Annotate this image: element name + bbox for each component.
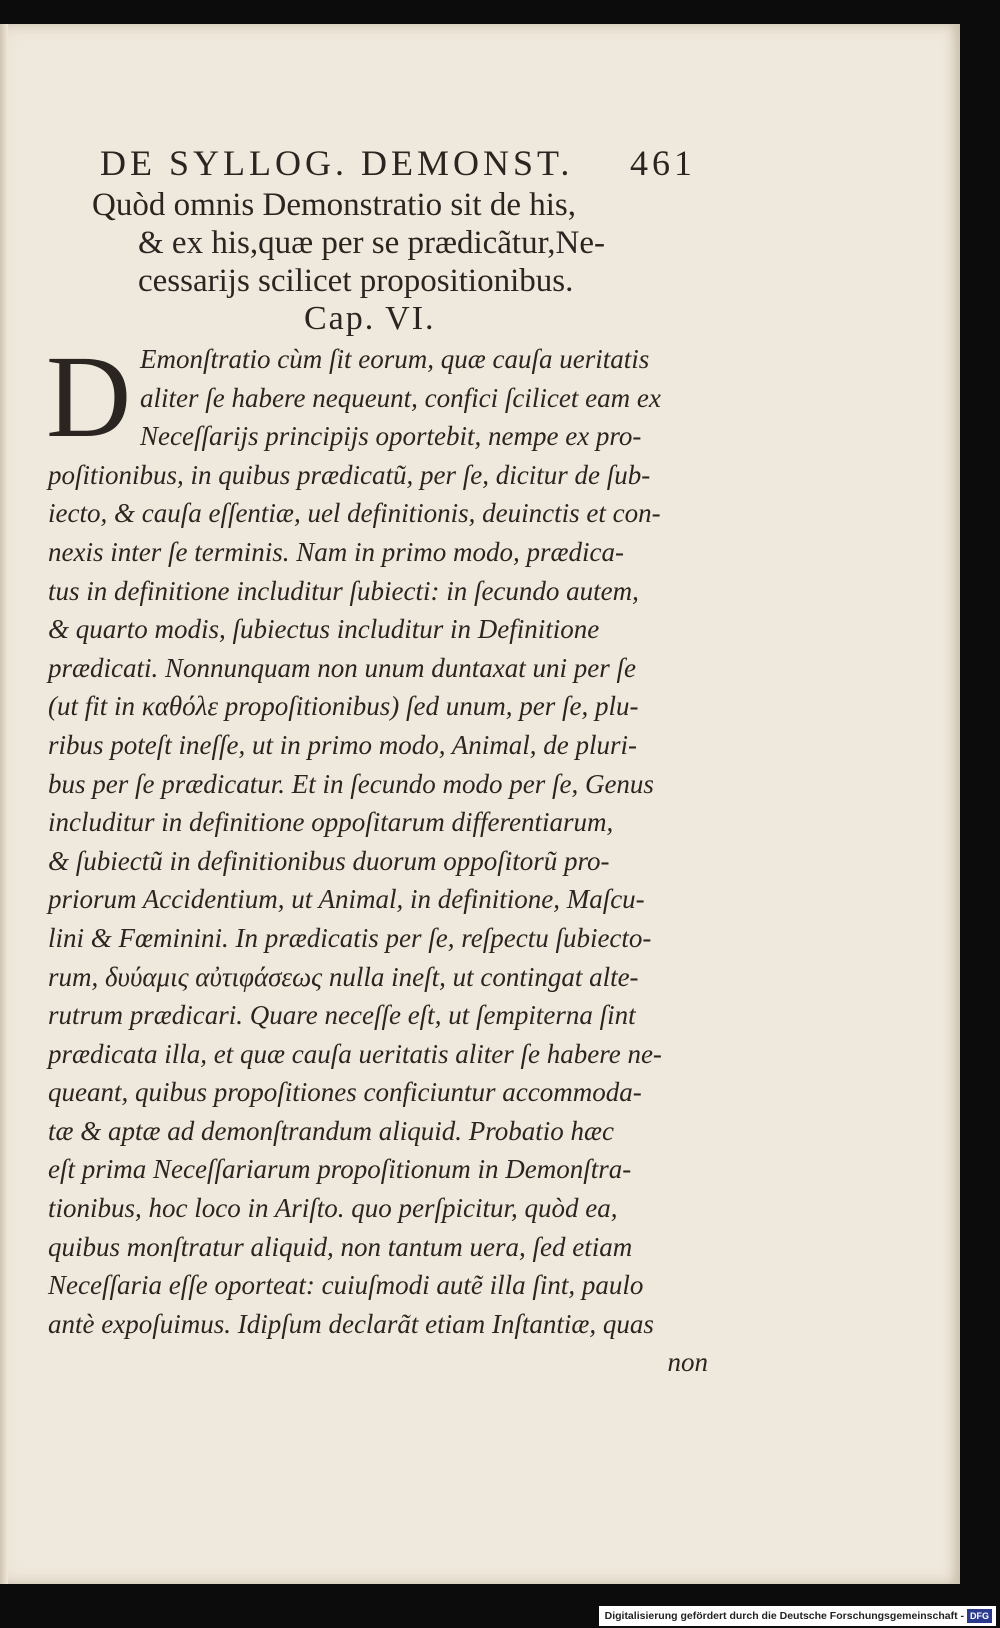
text-line: iecto, & cauſa eſſentiæ, uel definitionis, deuinctis et con- bbox=[48, 498, 661, 529]
text-line: poſitionibus, in quibus prædicatũ, per ſe, dicitur de ſub- bbox=[48, 459, 651, 490]
running-title: DE SYLLOG. DEMONST. bbox=[100, 143, 574, 183]
text-line: prædicata illa, et quæ cauſa ueritatis aliter ſe habere ne- bbox=[48, 1038, 662, 1069]
text-line: Neceſſarijs principijs oportebit, nempe ex pro- bbox=[140, 421, 642, 452]
chapter-number: Cap. VI. bbox=[304, 300, 436, 337]
text-line: rutrum prædicari. Quare neceſſe eſt, ut ſempiterna ſint bbox=[48, 1000, 636, 1031]
text-line: (ut fit in καθόλε propoſitionibus) ſed unum, per ſe, plu- bbox=[48, 691, 639, 722]
running-header bbox=[100, 142, 720, 184]
body-text bbox=[46, 331, 708, 1382]
chapter-title-line: Quòd omnis Demonstratio sit de his, bbox=[92, 187, 576, 223]
text-line: tionibus, hoc loco in Ariſto. quo perſpicitur, quòd ea, bbox=[48, 1193, 618, 1224]
text-line: ribus poteſt ineſſe, ut in primo modo, Animal, de pluri- bbox=[48, 729, 637, 760]
text-line: & ſubiectũ in definitionibus duorum oppoſitorũ pro- bbox=[48, 845, 610, 876]
page-edge bbox=[0, 24, 8, 1584]
text-line: nexis inter ſe terminis. Nam in primo modo, prædica- bbox=[48, 536, 624, 567]
text-line: priorum Accidentium, ut Animal, in definitione, Maſcu- bbox=[48, 884, 645, 915]
drop-cap-initial: D bbox=[46, 331, 132, 462]
catchword: non bbox=[667, 1347, 708, 1378]
text-line: lini & Fœminini. In prædicatis per ſe, reſpectu ſubiecto- bbox=[48, 922, 652, 953]
dfg-logo: DFG bbox=[967, 1609, 992, 1623]
text-line: bus per ſe prædicatur. Et in ſecundo modo per ſe, Genus bbox=[48, 768, 654, 799]
text-line: aliter ſe habere nequeunt, confici ſcilicet eam ex bbox=[140, 382, 661, 413]
digitization-footer bbox=[599, 1606, 996, 1626]
chapter-title-line: cessarijs scilicet propositionibus. bbox=[138, 263, 574, 299]
chapter-title bbox=[92, 186, 732, 300]
text-line: Neceſſaria eſſe oporteat: cuiuſmodi autẽ illa ſint, paulo bbox=[48, 1270, 644, 1301]
text-line: Emonſtratio cùm ſit eorum, quæ cauſa ueritatis bbox=[140, 344, 650, 374]
text-line: rum, δυύαμις αὐτιφάσεως nulla ineſt, ut contingat alte- bbox=[48, 961, 639, 992]
text-line: & quarto modis, ſubiectus includitur in Definitione bbox=[48, 614, 600, 645]
text-line: queant, quibus propoſitiones conficiuntur accommoda- bbox=[48, 1077, 642, 1108]
text-line: tus in definitione includitur ſubiecti: in ſecundo autem, bbox=[48, 575, 639, 606]
text-line: antè expoſuimus. Idipſum declarãt etiam Inſtantiæ, quas bbox=[48, 1308, 654, 1339]
text-line: includitur in definitione oppoſitarum differentiarum, bbox=[48, 807, 614, 838]
chapter-title-line: & ex his,quæ per se prædicãtur,Ne- bbox=[138, 225, 605, 261]
text-line: quibus monſtratur aliquid, non tantum uera, ſed etiam bbox=[48, 1231, 633, 1262]
footer-text: Digitalisierung gefördert durch die Deutsche Forschungsgemeinschaft - bbox=[604, 1610, 964, 1622]
text-line: eſt prima Neceſſariarum propoſitionum in Demonſtra- bbox=[48, 1154, 632, 1185]
text-line: tæ & aptæ ad demonſtrandum aliquid. Probatio hæc bbox=[48, 1115, 615, 1146]
page-number: 461 bbox=[630, 143, 696, 183]
text-line: prædicati. Nonnunquam non unum duntaxat uni per ſe bbox=[48, 652, 636, 683]
